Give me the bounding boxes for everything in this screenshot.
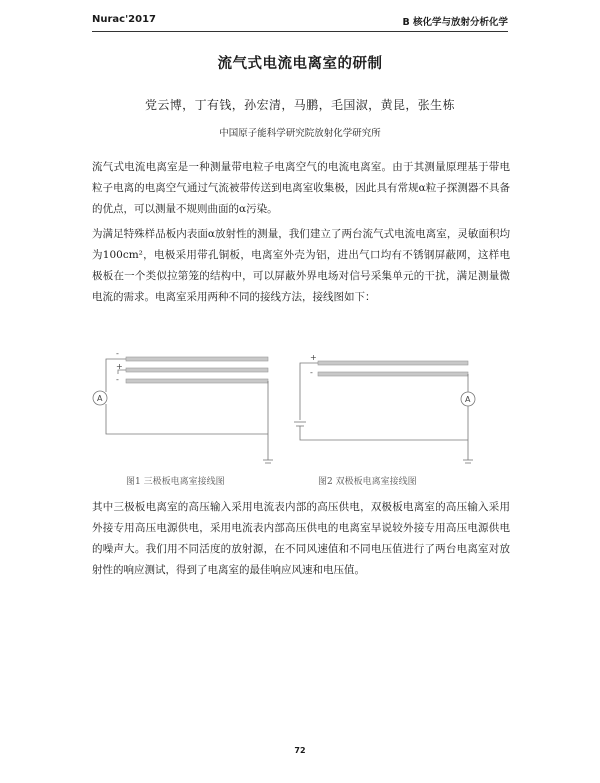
wiring-figures <box>0 348 600 488</box>
conference-name: Nurac'2017 <box>92 14 156 25</box>
paragraph-setup: 为满足特殊样品板内表面α放射性的测量，我们建立了两台流气式电流电离室，灵敏面积均为100cm²，电极采用带孔铜板，电离室外壳为铝，进出气口均有不锈钢屏蔽网，这样电极板在一个类似拉第笼的结构中，可以屏蔽外界电场对信号采集单元的干扰，满足测量微电流的需求。电离室采用两种不同的接线方法，接线图如下： <box>92 228 510 303</box>
plate-bottom <box>318 372 468 376</box>
wire-bottom <box>300 426 468 440</box>
header-rule <box>92 31 508 32</box>
figure-1-sign-1: - <box>116 349 119 358</box>
figure-2-caption: 图2 双极板电离室接线图 <box>318 477 417 487</box>
figure-1-sign-3: - <box>116 375 119 384</box>
plate-bottom <box>126 379 268 383</box>
paragraph-intro: 流气式电流电离室是一种测量带电粒子电离空气的电流电离室。由于其测量原理基于带电粒子电离的电离空气通过气流被带传送到电离室收集极，因此具有常规α粒子探测器不具备的优点，可以测量不规则曲面的α污染。 <box>92 161 510 215</box>
plate-top <box>126 357 268 361</box>
figure-2-sign-1: + <box>310 353 317 362</box>
affiliation: 中国原子能科学研究院放射化学研究所 <box>219 128 381 139</box>
figure-2-meter-label: A <box>465 395 471 404</box>
section-name: B 核化学与放射分析化学 <box>402 17 508 28</box>
wiring-diagrams <box>88 348 488 472</box>
figure-1-caption: 图1 三极板电离室接线图 <box>126 477 225 487</box>
wire-left-bottom <box>106 404 268 434</box>
figure-2-sign-2: - <box>310 368 313 377</box>
plate-middle <box>126 368 268 372</box>
paragraph-results: 其中三极板电离室的高压输入采用电流表内部的高压供电，双极板电离室的高压输入采用外接专用高压电源供电，采用电流表内部高压供电的电离室早说较外接专用高压电源供电的噪声大。我们用不同活度的放射源，在不同风速值和不同电压值进行了两台电离室对放射性的响应测试，得到了电离室的最佳响应风速和电压值。 <box>92 501 510 576</box>
running-header <box>92 14 508 34</box>
figure-1-sign-2: + <box>116 362 123 371</box>
wire-left <box>300 363 318 420</box>
figure-1-diagram <box>93 357 273 463</box>
figure-1-meter-label: A <box>97 394 103 403</box>
author-list: 党云博，丁有钱，孙宏清，马鹏，毛国淑，黄昆，张生栋 <box>144 98 455 112</box>
paper-title: 流气式电流电离室的研制 <box>217 56 383 72</box>
page-number: 72 <box>294 746 306 755</box>
plate-top <box>318 361 468 365</box>
figure-2-diagram <box>294 361 475 463</box>
